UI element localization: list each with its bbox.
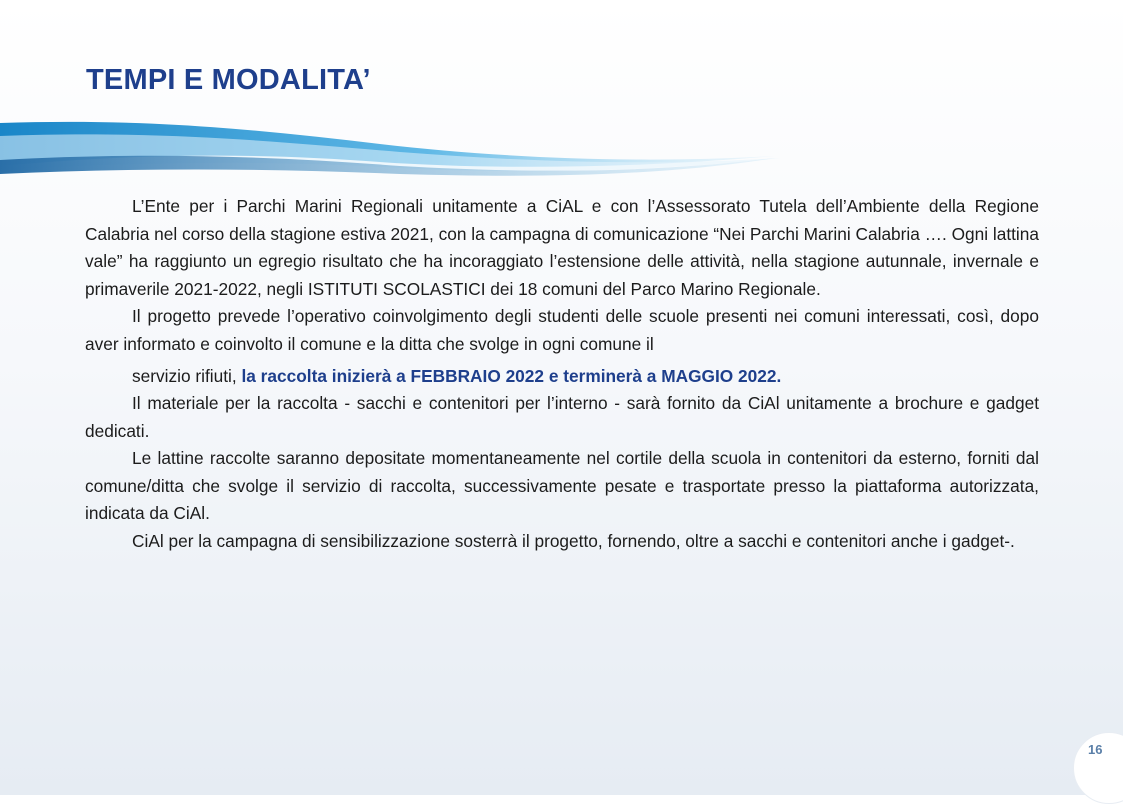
paragraph-intro: L’Ente per i Parchi Marini Regionali unitamente a CiAL e con l’Assessorato Tutela dell’Ambiente della Regione Calabria nel corso della stagione estiva 2021, con la campagna di comunicazione “Nei Parchi Marini Calabria …. Ogni lattina vale” ha raggiunto un egregio risultato che ha incoraggiato l’estensione delle attività, nella stagione autunnale, invernale e primaverile 2021-2022, negli ISTITUTI SCOLASTICI dei 18 comuni del Parco Marino Regionale. — [85, 196, 1039, 299]
collection-dates-highlight: la raccolta inizierà a FEBBRAIO 2022 e terminerà a MAGGIO 2022. — [241, 366, 782, 386]
paragraph-service-line — [85, 362, 1039, 390]
paragraph-project: Il progetto prevede l’operativo coinvolgimento degli studenti delle scuole presenti nei comuni interessati, così, dopo aver informato e coinvolto il comune e la ditta che svolge in ogni comune il — [85, 306, 1039, 354]
paragraph-cans: Le lattine raccolte saranno depositate momentaneamente nel cortile della scuola in contenitori da esterno, forniti dal comune/ditta che svolge il servizio di raccolta, successivamente pesate e trasportate presso la piattaforma autorizzata, indicata da CiAl. — [85, 448, 1039, 523]
decorative-wave — [0, 118, 790, 178]
paragraph-materials: Il materiale per la raccolta - sacchi e contenitori per l’interno - sarà fornito da CiAl unitamente a brochure e gadget dedicati. — [85, 393, 1039, 441]
paragraph-campaign: CiAl per la campagna di sensibilizzazione sosterrà il progetto, fornendo, oltre a sacchi e contenitori anche i gadget-. — [132, 530, 1015, 551]
slide-title: TEMPI E MODALITA’ — [86, 64, 371, 96]
service-prefix: servizio rifiuti, — [132, 366, 242, 386]
slide-body — [85, 193, 1039, 555]
page-number: 16 — [1088, 742, 1103, 757]
